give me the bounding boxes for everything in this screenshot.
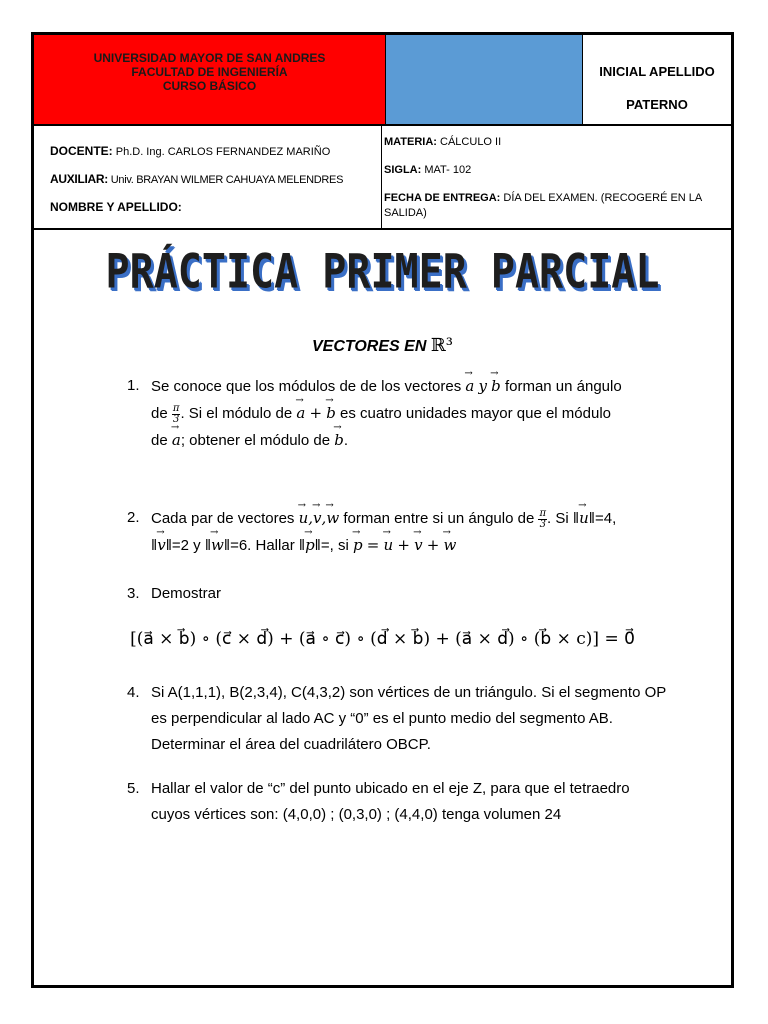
vector-u: u → — [299, 505, 309, 531]
question-3 — [127, 581, 687, 607]
vector-w: w → — [326, 505, 339, 531]
question-text: de — [151, 405, 168, 422]
nombre-label: NOMBRE Y APELLIDO: — [50, 200, 182, 214]
question-text: ; obtener el módulo de — [180, 432, 331, 449]
inicial-label: INICIAL APELLIDO — [599, 64, 715, 79]
comma: , — [321, 509, 327, 527]
question-text: . Si ‖ — [547, 510, 580, 527]
question-text: Si A(1,1,1), B(2,3,4), C(4,3,2) son vértices de un triángulo. Si el segmento OP es perpendicular al lado AC y “0” es el punto medio del segmento AB. Determinar el área del cuadrilátero OBCP. — [151, 684, 666, 753]
question-text: forman entre si un ángulo de — [343, 510, 535, 527]
fecha-label: FECHA DE ENTREGA: — [384, 192, 501, 204]
auxiliar-label: AUXILIAR: — [50, 172, 108, 186]
question-text: ‖=4, — [588, 510, 617, 527]
header-top-row — [34, 35, 731, 126]
vector-v: v → — [157, 532, 165, 558]
question-text: . — [343, 432, 349, 449]
exam-frame — [31, 32, 734, 988]
question-number: 1. — [127, 377, 140, 394]
question-5 — [127, 776, 667, 828]
question-1 — [127, 373, 687, 454]
university-name: UNIVERSIDAD MAYOR DE SAN ANDRES — [93, 51, 326, 65]
question-4 — [127, 680, 667, 758]
question-text: Se conoce que los módulos de de los vectores — [151, 378, 462, 395]
question-text: Cada par de vectores — [151, 510, 295, 527]
question-text: es cuatro unidades mayor que el módulo — [340, 405, 611, 422]
vector-a: a → — [465, 373, 474, 399]
vector-b: b → — [326, 400, 336, 426]
page-title: PRÁCTICA PRIMER PARCIAL — [105, 245, 660, 300]
vector-w: w → — [211, 532, 224, 558]
question-text: Demostrar — [151, 585, 222, 602]
plus-sign: + — [426, 536, 440, 554]
equals-sign: = — [366, 536, 380, 554]
question-text: forman un ángulo — [504, 378, 622, 395]
question-number: 5. — [127, 780, 140, 797]
question-number: 2. — [127, 509, 140, 526]
section-title — [34, 335, 731, 356]
vector-w: w → — [444, 532, 457, 558]
course-name: CURSO BÁSICO — [162, 79, 257, 93]
question-text: ‖=6. Hallar ‖ — [223, 537, 306, 554]
sigla-value: MAT- 102 — [424, 164, 472, 176]
section-title-text: VECTORES EN — [311, 338, 427, 355]
vector-a: a → — [296, 400, 305, 426]
vector-p: p → — [305, 532, 315, 558]
inicial-apellido-block — [583, 35, 731, 124]
vector-a: a → — [172, 427, 181, 453]
sigla-label: SIGLA: — [384, 164, 422, 176]
auxiliar-value: Univ. BRAYAN WILMER CAHUAYA MELENDRES — [110, 174, 344, 186]
header-info-row — [34, 126, 731, 230]
vector-b: b → — [334, 427, 344, 453]
paterno-label: PATERNO — [626, 97, 688, 112]
vector-u: u → — [384, 532, 394, 558]
question-number: 3. — [127, 585, 140, 602]
question-text: ‖=2 y ‖ — [165, 537, 212, 554]
fraction-pi-over-3 — [538, 509, 547, 530]
question-2: 2. Cada par de vectores u →,v →,w → forman entre si un ángulo de $\frac{\pi}{3}$ . Si ‖u →‖=4, ‖v →‖=2 y ‖w →‖=6. Hallar ‖p →‖=, si p → = u → + v → + w → — [127, 505, 707, 559]
docente-label: DOCENTE: — [50, 144, 113, 158]
comma: , — [308, 509, 314, 527]
course-info — [382, 126, 731, 228]
fraction-denominator: 3 — [172, 413, 180, 425]
fraction-numerator: π — [172, 402, 180, 414]
university-block — [34, 35, 386, 124]
conjunction-y: y — [478, 377, 487, 395]
plus-sign: + — [397, 536, 410, 554]
vector-u: u → — [579, 505, 589, 531]
r3-symbol: ℝ³ — [430, 335, 454, 356]
materia-value: CÁLCULO II — [440, 136, 502, 148]
vector-v: v → — [313, 505, 321, 531]
plus-sign: + — [309, 404, 323, 422]
question-number: 4. — [127, 684, 140, 701]
vector-b: b → — [491, 373, 501, 399]
fraction-denominator: 3 — [539, 518, 546, 530]
vector-identity-formula: [(a⃗ × b⃗) ∘ (c⃗ × d⃗) + (a⃗ ∘ c⃗) ∘ (d⃗ × b⃗) + (a⃗ × d⃗) ∘ (b⃗ × c)] = 0⃗ — [130, 629, 635, 649]
fraction-numerator: π — [539, 507, 547, 519]
docente-value: Ph.D. Ing. CARLOS FERNANDEZ MARIÑO — [115, 146, 331, 158]
fecha-value: DÍA DEL EXAMEN. (RECOGERÉ EN LA SALIDA) — [384, 192, 702, 219]
staff-info — [34, 126, 382, 228]
question-text: ‖=, si — [314, 537, 349, 554]
question-text: de — [151, 432, 168, 449]
question-text: . Si el módulo de — [180, 405, 293, 422]
question-text: Hallar el valor de “c” del punto ubicado en el eje Z, para que el tetraedro cuyos vértices son: (4,0,0) ; (0,3,0) ; (4,4,0) tenga volumen 24 — [151, 780, 630, 823]
faculty-name: FACULTAD DE INGENIERÍA — [131, 65, 288, 79]
vector-p: p → — [353, 532, 363, 558]
vector-v: v → — [414, 532, 422, 558]
materia-label: MATERIA: — [384, 136, 437, 148]
blue-block — [386, 35, 583, 124]
